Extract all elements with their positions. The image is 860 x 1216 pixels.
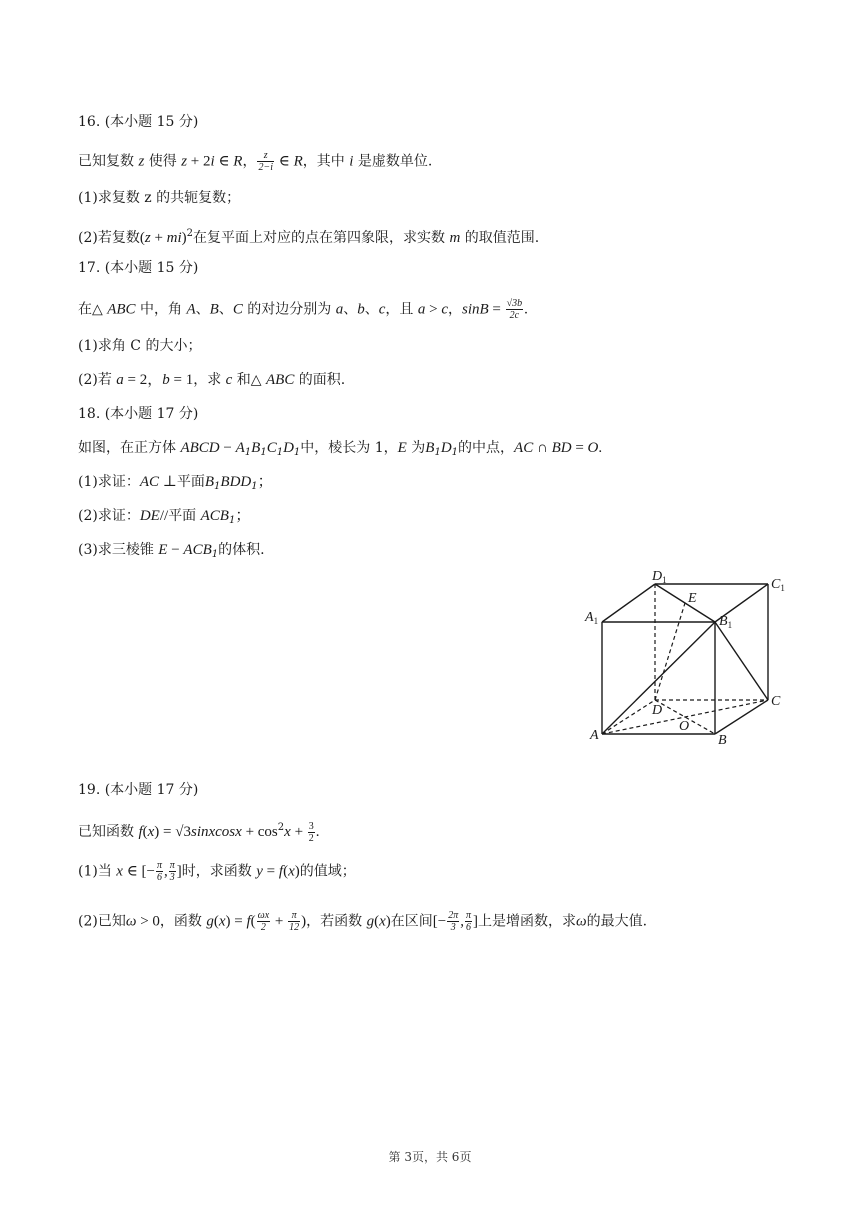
label-a1: $A_1$ <box>585 610 599 626</box>
page-footer: 第 3页，共 6页 <box>388 1150 472 1164</box>
q16-header: 16. (本小题 15 分) <box>78 114 199 130</box>
label-d1: $D_1$ <box>652 569 667 585</box>
q16-stem: 已知复数 z 使得 z + 2i ∈ R， $\frac{z}{2-i}$ ∈ R，其中 i 是虚数单位. <box>78 150 433 173</box>
label-b1: $B_1$ <box>719 614 733 630</box>
q17-part2: (2)若 a = 2，b = 1，求 c 和△ ABC 的面积. <box>78 372 346 388</box>
q19-stem: 已知函数 f(x) = √3sinxcosx + $\cos^2x$ + $\frac{3}{2}$ . <box>78 820 320 844</box>
label-b: B <box>718 733 727 748</box>
label-a: A <box>590 728 599 743</box>
q17-stem: 在△ ABC 中，角 A、B、C 的对边分别为 a、b、c，且 a > c，sinB = $\frac{√3b}{2c}$ . <box>78 298 528 321</box>
label-c: C <box>771 694 781 709</box>
q18-part3: (3)求三棱锥 $E - ACB_1$的体积. <box>78 542 265 560</box>
q16-part2: (2)若复数(z + mi)$^2$在复平面上对应的点在第四象限，求实数 m 的取值范围. <box>78 228 540 246</box>
q19-header: 19. (本小题 17 分) <box>78 782 199 798</box>
label-d: D <box>652 703 663 718</box>
q18-header: 18. (本小题 17 分) <box>78 406 199 422</box>
q18-part2: (2)求证：DE//平面 $ACB_1$； <box>78 508 251 526</box>
q16-part1: (1)求复数 z 的共轭复数； <box>78 190 241 206</box>
label-c1: $C_1$ <box>771 577 785 593</box>
q19-part2: (2)已知ω > 0，函数 g(x) = f( $\frac{\omega x}{2}$ + $\frac{\pi}{12}$ )，若函数 g(x)在区间[− $\frac{2\pi}{3}$ , $\frac{\pi}{6}$ ]上是增函数，求ω的最大值. <box>78 910 648 933</box>
q17-header: 17. (本小题 15 分) <box>78 260 199 276</box>
edge-b1c <box>715 622 768 700</box>
cube-figure <box>582 562 798 748</box>
q17-part1: (1)求角 C 的大小； <box>78 338 202 354</box>
label-e: E <box>688 591 697 606</box>
edge-de <box>655 603 685 700</box>
edge-a1d1 <box>602 584 655 622</box>
q19-part1: (1)当 x ∈ [− $\frac{\pi}{6}$ , $\frac{\pi}{3}$ ]时，求函数 y = f(x)的值域； <box>78 860 356 883</box>
edge-ad <box>602 700 655 734</box>
label-o: O <box>679 719 690 734</box>
q18-part1: (1)求证：AC ⊥平面$B_1BDD_1$； <box>78 474 273 492</box>
q18-stem: 如图，在正方体 ABCD − $A_1B_1C_1D_1$中，棱长为 1，E 为$B_1D_1$的中点，AC ∩ BD = O. <box>78 440 603 458</box>
